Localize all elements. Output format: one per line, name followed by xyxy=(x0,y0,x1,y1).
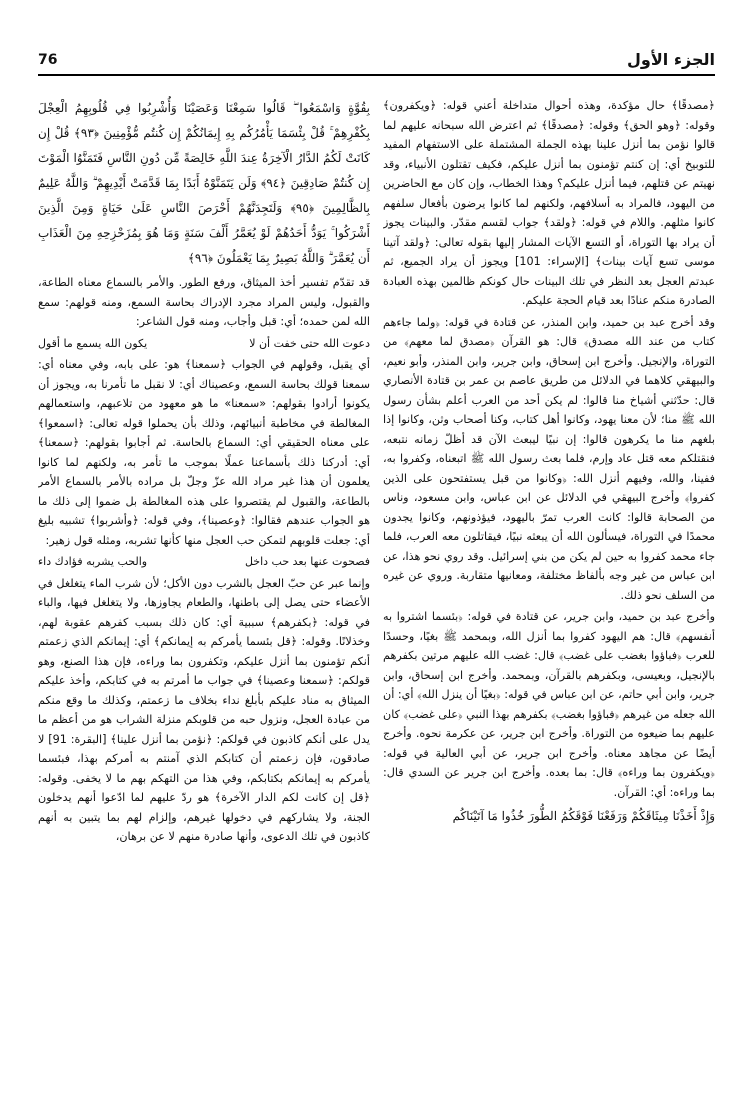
left-paragraph-3: وإنما عبر عن حبّ العجل بالشرب دون الأكل؛ لأن شرب الماء يتغلغل في الأعضاء حتى يصل إلى باطنها، والطعام يجاوزها، ولا يتغلغل فيها، والباء في قوله: ﴿بكفرهم﴾ سببية أي: كان ذلك بسبب كفرهم عقوبة لهم، وخذلانًا. وقوله: ﴿قل بئسما يأمركم به إيمانكم﴾ أي: إيمانكم الذي زعمتم أنكم تؤمنون بما أنزل عليكم، وتكفرون بما وراءه، فإن هذا الصنع، وهو قولكم: ﴿سمعنا وعصينا﴾ في جواب ما أمرتم به في كتابكم، وأخذ عليكم الميثاق به مناد عليكم بأبلغ نداء بخلاف ما زعمتم، وكذلك ما وقع منكم من عبادة العجل، ونزول حبه من قلوبكم منزلة الشراب هو من أعظم ما يدل على أنكم كاذبون في قولكم: ﴿نؤمن بما أنزل علينا﴾ [البقرة: 91] لا صادقون، فإن زعمتم أن كتابكم الذي آمنتم به أمركم بهذا، فبئسما يأمركم به إيمانكم بكتابكم، وفي هذا من التهكم بهم ما لا يخفى. وقوله: ﴿قل إن كانت لكم الدار الآخرة﴾ هو ردّ عليهم لما ادّعوا أنهم يدخلون الجنة، ولا يشاركهم في دخولها غيرهم، وإلزام لهم بما يتبين به أنهم كاذبون في تلك الدعوى، وأنها صادرة منهم لا عن برهان، xyxy=(38,576,370,843)
poem-2-second-hemistich: والحب يشربه فؤادك داء xyxy=(38,555,148,568)
page-number: 76 xyxy=(38,52,58,68)
right-paragraph-2: وقد أخرج عبد بن حميد، وابن المنذر، عن قتادة في قوله: ﴿ولما جاءهم كتاب من عند الله مصدق﴾ قال: هو القرآن ﴿مصدق لما معهم﴾ من التوراة، والإنجيل. وأخرج ابن إسحاق، وابن جرير، وابن المنذر، وأبو نعيم، والبيهقي كلاهما في الدلائل من طريق عاصم بن عمر بن قتادة الأنصاري قال: حدّثني أشياخ منا قالوا: لم يكن أحد من العرب أعلم بشأن رسول الله ﷺ منا؛ لأن معنا يهود، وكانوا أهل كتاب، وكنا أصحاب وثن، وكانوا إذا بلغهم منا ما يكرهون قالوا: إن نبيًا ليبعث الآن قد أظلّ زمانه نتبعه، فنقتلكم معه قتل عاد وإرم، فلما بعث رسول الله ﷺ اتبعناه، وكفروا به، ففينا، والله، وفيهم أنزل الله: ﴿وكانوا من قبل يستفتحون على الذين كفروا﴾ وأخرج البيهقي في الدلائل عن ابن عباس، وابن مسعود، وناس من الصحابة قالوا: كانت العرب تمرّ باليهود، فيؤذونهم، وكانوا يجدون محمدًا في التوراة، فيسألون الله أن يبعثه نبيًا، فيقاتلون معه العرب، فلما جاء محمد كفروا به حين لم يكن من بني إسرائيل. وقد روي نحو هذا، عن ابن عباس من غير وجه بألفاظ مختلفة، ومعانيها متقاربة. وروي عن غيره من السلف نحو ذلك. xyxy=(383,315,715,602)
right-paragraph-3: وأخرج عبد بن حميد، وابن جرير، عن قتادة في قوله: ﴿بئسما اشتروا به أنفسهم﴾ قال: هم اليهود كفروا بما أنزل الله، وبمحمد ﷺ بغيًا، وحسدًا للعرب ﴿فباؤوا بغضب على غضب﴾ قال: غضب الله عليهم مرتين بكفرهم بالإنجيل، وبعيسى، وبكفرهم بالقرآن، وبمحمد. وأخرج ابن إسحاق، وابن جرير، وابن أبي حاتم، عن ابن عباس في قوله: ﴿بغيًا أن ينزل الله﴾ أي: أن الله جعله من غيرهم ﴿فباؤوا بغضب﴾ بكفرهم بهذا النبي ﴿على غضب﴾ كان عليهم بما ضيعوه من التوراة. وأخرج ابن جرير، عن عكرمة نحوه. وأخرج أيضًا عن مجاهد معناه. وأخرج ابن جرير، عن أبي العالية في قوله: ﴿ويكفرون بما وراءه﴾ قال: بما بعده. وأخرج ابن جرير عن السدي قال: بما وراءه: أي: القرآن. xyxy=(383,610,715,799)
right-column xyxy=(383,96,715,1096)
header-rule xyxy=(38,74,715,76)
left-column xyxy=(38,96,370,1096)
right-paragraph-1: ﴿مصدقًا﴾ حال مؤكدة، وهذه أحوال متداخلة أعني قوله: ﴿ويكفرون﴾ وقوله: ﴿وهو الحق﴾ وقوله: ﴿مصدقًا﴾ ثم اعترض الله سبحانه عليهم لما قالوا نؤمن بما أنزل علينا بهذه الجملة المشتملة على الاستفهام المفيد للتوبيخ أي: إن كنتم تؤمنون بما أنزل عليكم، فكيف تقتلون الأنبياء، وقد نهيتم عن قتلهم، فيما أنزل عليكم؟ وهذا الخطاب، وإن كان مع الحاضرين من اليهود، فالمراد به أسلافهم، ولكنهم لما كانوا يرضون بأفعال سلفهم كانوا مثلهم. واللام في قوله: ﴿ولقد﴾ جواب لقسم مقدّر. والبينات يجوز أن يراد بها التوراة، أو التسع الآيات المشار إليها بقوله تعالى: ﴿ولقد آتينا موسى تسع آيات بينات﴾ [الإسراء: 101] ويجوز أن يراد الجميع، ثم عبدتم العجل بعد النظر في تلك البينات حال كونكم ظالمين بهذه العبادة الصادرة منكم عنادًا بعد قيام الحجة عليكم. xyxy=(383,99,715,307)
left-paragraph-2: أي يقبل، وقولهم في الجواب ﴿سمعنا﴾ هو: على بابه، وفي معناه أي: سمعنا قولك بحاسة السمع، وعصيناك أي: لا نقبل ما تأمرنا به، ويجوز أن يكونوا أرادوا بقولهم: «سمعنا» ما هو معهود من تلاعبهم، واستعمالهم المغالطة في مخاطبة أنبيائهم، وذلك بأن يحملوا قوله تعالى: ﴿اسمعوا﴾ على معناه الحقيقي أي: السماع بالحاسة. ثم أجابوا بقولهم: ﴿سمعنا﴾ أي: أدركنا ذلك بأسماعنا عملًا بموجب ما تأمر به، ولكنهم لما كانوا يعلمون أن هذا غير مراد الله عزّ وجلّ بل مراده بالأمر بالسماع الأمر بالطاعة، والقبول لم يقتصروا على هذه المغالطة بل ضموا إلى ذلك ما هو الجواب عندهم فقالوا: ﴿وعصينا﴾، وفي قوله: ﴿وأشربوا﴾ تشبيه بليغ أي: جعلت قلوبهم لتمكن حب العجل منها كأنها تشربه، ومثله قول زهير: xyxy=(38,358,370,547)
poem-verse-1 xyxy=(38,334,370,354)
poem-2-first-hemistich: فصحوت عنها بعد حب داخل xyxy=(244,555,370,568)
poem-verse-2 xyxy=(38,552,370,572)
left-paragraph-1: قد تقدّم تفسير أخذ الميثاق، ورفع الطور. والأمر بالسماع معناه الطاعة، والقبول، وليس المراد مجرد الإدراك بحاسة السمع، ومنه قولهم: سمع الله لمن حمده؛ أي: قبل وأجاب، ومنه قول الشاعر: xyxy=(38,276,370,328)
quran-passage: بِقُوَّةٍ وَاسْمَعُوا ۖ قَالُوا سَمِعْنَا وَعَصَيْنَا وَأُشْرِبُوا فِي قُلُوبِهِمُ الْعِجْلَ بِكُفْرِهِمْ ۚ قُلْ بِئْسَمَا يَأْمُرُكُم بِهِ إِيمَانُكُمْ إِن كُنتُم مُّؤْمِنِينَ ﴿٩٣﴾ قُلْ إِن كَانَتْ لَكُمُ الدَّارُ الْآخِرَةُ عِندَ اللَّهِ خَالِصَةً مِّن دُونِ النَّاسِ فَتَمَنَّوُا الْمَوْتَ إِن كُنتُمْ صَادِقِينَ ﴿٩٤﴾ وَلَن يَتَمَنَّوْهُ أَبَدًا بِمَا قَدَّمَتْ أَيْدِيهِمْ ۗ وَاللَّهُ عَلِيمٌ بِالظَّالِمِينَ ﴿٩٥﴾ وَلَتَجِدَنَّهُمْ أَحْرَصَ النَّاسِ عَلَىٰ حَيَاةٍ وَمِنَ الَّذِينَ أَشْرَكُوا ۚ يَوَدُّ أَحَدُهُمْ لَوْ يُعَمَّرُ أَلْفَ سَنَةٍ وَمَا هُوَ بِمُزَحْزِحِهِ مِنَ الْعَذَابِ أَن يُعَمَّرَ ۗ وَاللَّهُ بَصِيرٌ بِمَا يَعْمَلُونَ ﴿٩٦﴾ xyxy=(38,101,370,265)
page-header xyxy=(38,50,715,74)
poem-1-first-hemistich: دعوت الله حتى خفت أن لا xyxy=(249,336,370,350)
poem-1-second-hemistich: يكون الله يسمع ما أقول xyxy=(38,336,148,350)
bottom-quran-verse: وَإِذْ أَخَذْنَا مِيثَاقَكُمْ وَرَفَعْنَا فَوْقَكُمُ الطُّورَ خُذُوا مَا آتَيْنَاكُم xyxy=(452,809,715,823)
running-title: الجزء الأول xyxy=(627,50,715,69)
